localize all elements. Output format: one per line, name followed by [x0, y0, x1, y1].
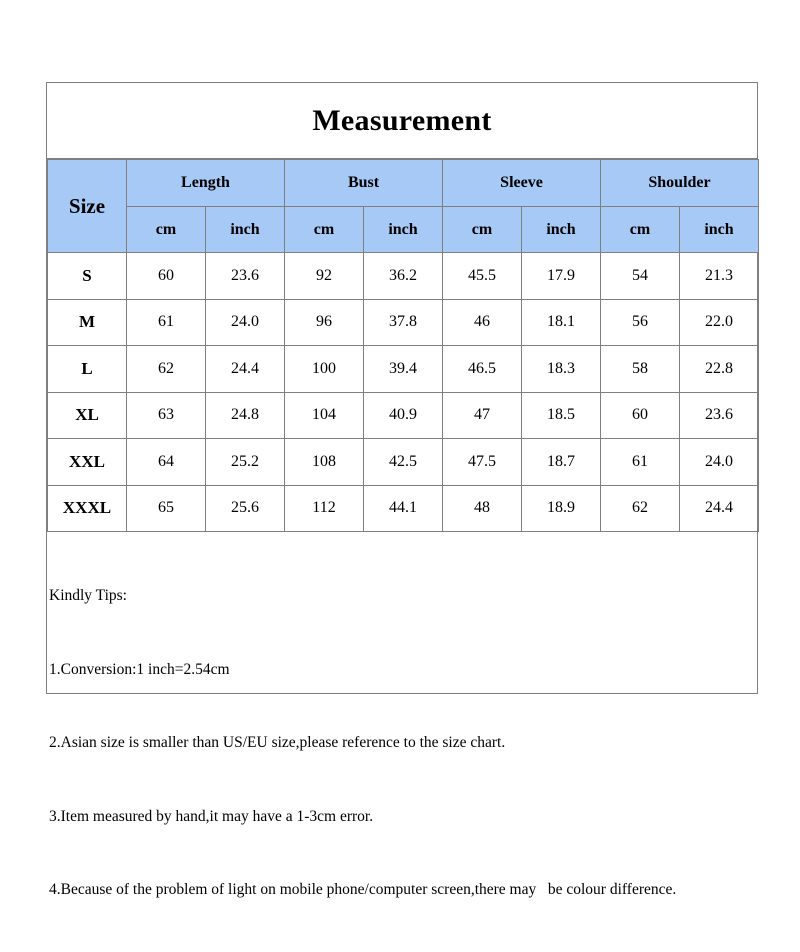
value-cell: 45.5 — [443, 253, 522, 300]
value-cell: 112 — [285, 485, 364, 532]
value-cell: 18.1 — [522, 299, 601, 346]
value-cell: 39.4 — [364, 346, 443, 393]
bust-header: Bust — [285, 160, 443, 207]
table-row — [48, 253, 759, 300]
value-cell: 22.0 — [680, 299, 759, 346]
length-header: Length — [127, 160, 285, 207]
value-cell: 37.8 — [364, 299, 443, 346]
table-row — [48, 299, 759, 346]
value-cell: 104 — [285, 392, 364, 439]
tip-item: 2.Asian size is smaller than US/EU size,please reference to the size chart. — [49, 734, 506, 751]
value-cell: 60 — [601, 392, 680, 439]
value-cell: 18.9 — [522, 485, 601, 532]
size-cell: XL — [48, 392, 127, 439]
value-cell: 36.2 — [364, 253, 443, 300]
unit-header: cm — [443, 207, 522, 253]
value-cell: 23.6 — [206, 253, 285, 300]
value-cell: 62 — [127, 346, 206, 393]
chart-title: Measurement — [312, 103, 492, 137]
value-cell: 25.2 — [206, 439, 285, 486]
value-cell: 46.5 — [443, 346, 522, 393]
size-cell: S — [48, 253, 127, 300]
value-cell: 62 — [601, 485, 680, 532]
value-cell: 24.4 — [206, 346, 285, 393]
value-cell: 21.3 — [680, 253, 759, 300]
title-row — [47, 83, 757, 159]
value-cell: 47.5 — [443, 439, 522, 486]
header-row-units — [48, 207, 759, 253]
value-cell: 61 — [127, 299, 206, 346]
tip-item: 3.Item measured by hand,it may have a 1-3cm error. — [49, 807, 374, 825]
value-cell: 56 — [601, 299, 680, 346]
value-cell: 22.8 — [680, 346, 759, 393]
value-cell: 48 — [443, 485, 522, 532]
value-cell: 24.0 — [680, 439, 759, 486]
value-cell: 18.7 — [522, 439, 601, 486]
value-cell: 40.9 — [364, 392, 443, 439]
value-cell: 60 — [127, 253, 206, 300]
value-cell: 63 — [127, 392, 206, 439]
value-cell: 61 — [601, 439, 680, 486]
value-cell: 24.8 — [206, 392, 285, 439]
tips-heading: Kindly Tips: — [49, 587, 127, 604]
value-cell: 46 — [443, 299, 522, 346]
value-cell: 44.1 — [364, 485, 443, 532]
value-cell: 18.3 — [522, 346, 601, 393]
table-row — [48, 346, 759, 393]
size-cell: M — [48, 299, 127, 346]
value-cell: 64 — [127, 439, 206, 486]
value-cell: 42.5 — [364, 439, 443, 486]
size-column-header: Size — [48, 160, 127, 253]
value-cell: 23.6 — [680, 392, 759, 439]
header-row-groups — [48, 160, 759, 207]
sleeve-header: Sleeve — [443, 160, 601, 207]
unit-header: inch — [522, 207, 601, 253]
value-cell: 47 — [443, 392, 522, 439]
unit-header: cm — [127, 207, 206, 253]
measurement-table — [47, 159, 759, 532]
value-cell: 92 — [285, 253, 364, 300]
value-cell: 25.6 — [206, 485, 285, 532]
size-chart — [46, 82, 758, 898]
unit-header: inch — [206, 207, 285, 253]
value-cell: 24.0 — [206, 299, 285, 346]
size-cell: XXXL — [48, 485, 127, 532]
value-cell: 65 — [127, 485, 206, 532]
size-cell: XXL — [48, 439, 127, 486]
unit-header: cm — [601, 207, 680, 253]
unit-header: cm — [285, 207, 364, 253]
size-cell: L — [48, 346, 127, 393]
value-cell: 108 — [285, 439, 364, 486]
shoulder-header: Shoulder — [601, 160, 759, 207]
table-row — [48, 392, 759, 439]
table-row — [48, 485, 759, 532]
value-cell: 58 — [601, 346, 680, 393]
kindly-tips — [47, 532, 757, 952]
value-cell: 24.4 — [680, 485, 759, 532]
tip-item: 1.Conversion:1 inch=2.54cm — [49, 660, 230, 678]
value-cell: 17.9 — [522, 253, 601, 300]
value-cell: 18.5 — [522, 392, 601, 439]
value-cell: 100 — [285, 346, 364, 393]
unit-header: inch — [680, 207, 759, 253]
table-row — [48, 439, 759, 486]
unit-header: inch — [364, 207, 443, 253]
value-cell: 54 — [601, 253, 680, 300]
tip-item: 4.Because of the problem of light on mobile phone/computer screen,there may be colour difference. — [49, 881, 677, 898]
value-cell: 96 — [285, 299, 364, 346]
